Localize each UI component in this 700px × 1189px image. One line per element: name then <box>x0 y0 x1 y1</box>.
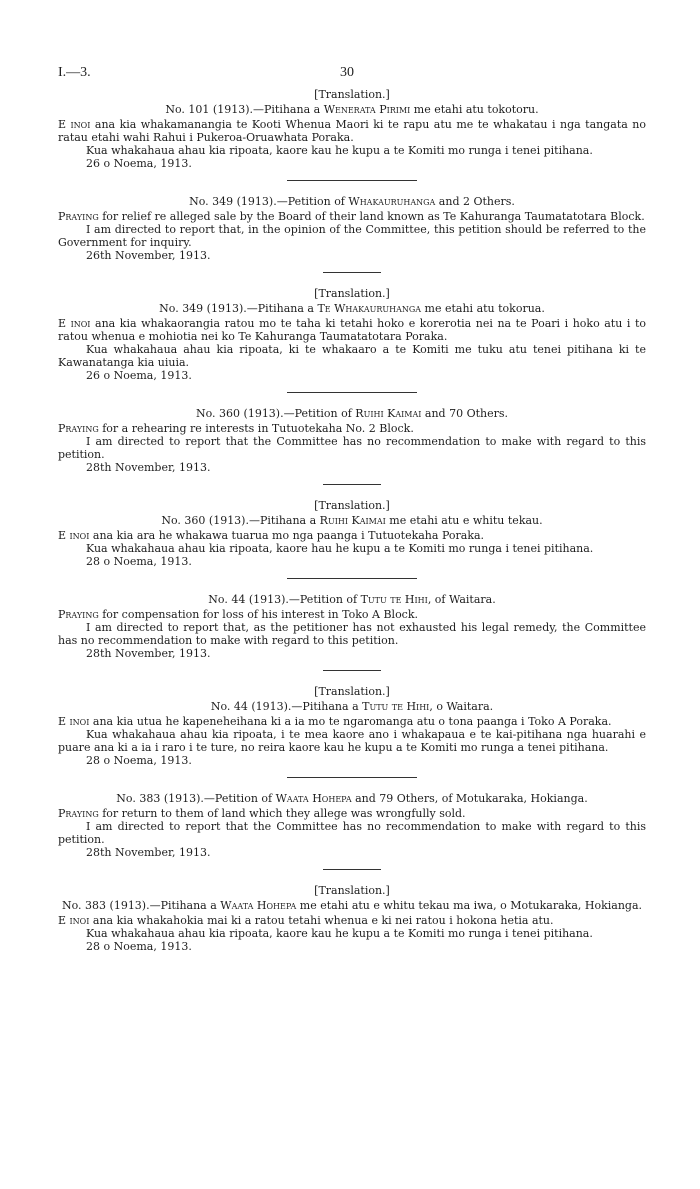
petition-title <box>58 700 646 713</box>
prayer-text: for return to them of land which they allege was wrongfully sold. <box>98 807 466 820</box>
report-date: 28 o Noema, 1913. <box>86 940 192 953</box>
document-page <box>58 66 646 953</box>
petition-title <box>58 593 646 606</box>
petitioner-name: Wenerata Pirimi <box>323 103 411 116</box>
petition-prayer <box>58 422 646 435</box>
prayer-lead-word: Praying <box>58 608 99 621</box>
petitioner-name: Waata Hohepa <box>220 899 297 912</box>
petition-title-suffix: me etahi atu e whitu tekau ma iwa, o Motukaraka, Hokianga. <box>296 899 643 912</box>
petition-number: No. 383 (1913).—Pitihana a <box>61 899 221 912</box>
section-divider <box>323 484 381 485</box>
petition-prayer <box>58 210 646 223</box>
petitioner-name: Ruihi Kaimai <box>319 514 386 527</box>
petitioner-name: Waata Hohepa <box>275 792 352 805</box>
petition-title <box>58 514 646 527</box>
translation-entry <box>58 88 646 170</box>
report-date: 26 o Noema, 1913. <box>86 157 192 170</box>
petition-title-suffix: me etahi atu tokorua. <box>421 302 545 315</box>
section-divider <box>323 869 381 870</box>
committee-report: I am directed to report that the Committee has no recommendation to make with regard to this petition. <box>58 435 646 461</box>
prayer-lead-word: Praying <box>58 807 99 820</box>
petition-entry <box>58 195 646 262</box>
prayer-text: ana kia utua he kapeneheihana ki a ia mo te ngaromanga atu o tona paanga i Toko A Poraka. <box>89 715 612 728</box>
petition-title <box>58 302 646 315</box>
prayer-text: for relief re alleged sale by the Board of their land known as Te Kahuranga Taumatatotara Block. <box>98 210 645 223</box>
report-date: 28 o Noema, 1913. <box>86 555 192 568</box>
report-date: 28th November, 1913. <box>86 846 211 859</box>
section-divider <box>287 777 417 778</box>
section-divider <box>323 670 381 671</box>
petition-number: No. 349 (1913).—Petition of <box>189 195 349 208</box>
petition-title-suffix: me etahi atu tokotoru. <box>410 103 539 116</box>
translation-label: [Translation.] <box>314 287 390 300</box>
section-divider <box>287 180 417 181</box>
page-header <box>58 66 646 88</box>
petition-title-suffix: and 2 Others. <box>435 195 515 208</box>
translation-entry <box>58 884 646 953</box>
petition-number: No. 349 (1913).—Pitihana a <box>159 302 318 315</box>
translation-label: [Translation.] <box>314 88 390 101</box>
report-date: 28 o Noema, 1913. <box>86 754 192 767</box>
petition-entry <box>58 792 646 859</box>
translation-label: [Translation.] <box>314 685 390 698</box>
petition-title-suffix: and 70 Others. <box>421 407 509 420</box>
prayer-text: ana kia ara he whakawa tuarua mo nga paanga i Tutuotekaha Poraka. <box>89 529 485 542</box>
petition-number: No. 383 (1913).—Petition of <box>116 792 276 805</box>
petitioner-name: Te Whakauruhanga <box>317 302 422 315</box>
translation-label: [Translation.] <box>314 499 390 512</box>
petition-title <box>58 195 646 208</box>
committee-report: Kua whakahaua ahau kia ripoata, kaore hau he kupu a te Komiti mo runga i tenei pitihana. <box>86 542 594 555</box>
petitioner-name: Ruihi Kaimai <box>355 407 422 420</box>
committee-report: I am directed to report that, in the opinion of the Committee, this petition should be referred to the Government for inquiry. <box>58 223 646 249</box>
petition-title-suffix: and 79 Others, of Motukaraka, Hokianga. <box>351 792 588 805</box>
petition-title <box>58 792 646 805</box>
committee-report: I am directed to report that the Committee has no recommendation to make with regard to this petition. <box>58 820 646 846</box>
prayer-lead-word: E inoi <box>58 317 91 330</box>
committee-report: I am directed to report that, as the petitioner has not exhausted his legal remedy, the Committee has no recommendation to make with regard to this petition. <box>58 621 646 647</box>
translation-entry <box>58 499 646 568</box>
petition-number: No. 360 (1913).—Petition of <box>195 407 356 420</box>
prayer-lead-word: Praying <box>58 210 99 223</box>
section-divider <box>323 272 381 273</box>
page-number: 30 <box>340 65 354 80</box>
committee-report: Kua whakahaua ahau kia ripoata, kaore kau he kupu a te Komiti mo runga i tenei pitihana. <box>86 927 593 940</box>
petitioner-name: Tutu te Hihi <box>360 593 428 606</box>
committee-report: Kua whakahaua ahau kia ripoata, kaore kau he kupu a te Komiti mo runga i tenei pitihana. <box>86 144 593 157</box>
petition-number: No. 44 (1913).—Petition of <box>208 593 361 606</box>
petition-number: No. 44 (1913).—Pitihana a <box>210 700 363 713</box>
petition-prayer <box>58 914 646 927</box>
petition-prayer <box>58 118 646 144</box>
prayer-lead-word: E inoi <box>58 118 91 131</box>
petition-title-suffix: , o Waitara. <box>429 700 494 713</box>
petitioner-name: Tutu te Hihi <box>362 700 430 713</box>
petition-prayer <box>58 317 646 343</box>
prayer-lead-word: Praying <box>58 422 99 435</box>
prayer-text: ana kia whakahokia mai ki a ratou tetahi whenua e ki nei ratou i hokona hetia atu. <box>89 914 554 927</box>
translation-entry <box>58 685 646 767</box>
prayer-text: for compensation for loss of his interest in Toko A Block. <box>98 608 419 621</box>
committee-report: Kua whakahaua ahau kia ripoata, i te mea kaore ano i whakapaua e te kai-pitihana nga huarahi e puare ana ki a ia i raro i te ture, no reira kaore kau he kupu a te Komiti mo runga a tenei pitihana. <box>58 728 646 754</box>
committee-report: Kua whakahaua ahau kia ripoata, ki te whakaaro a te Komiti me tuku atu tenei pitihana ki te Kawanatanga kia uiuia. <box>58 343 646 369</box>
report-date: 28th November, 1913. <box>86 647 211 660</box>
report-date: 26th November, 1913. <box>86 249 211 262</box>
paper-reference: I.—3. <box>58 65 91 80</box>
petition-title <box>58 407 646 420</box>
petition-prayer <box>58 715 646 728</box>
section-divider <box>287 392 417 393</box>
petition-prayer <box>58 608 646 621</box>
petitioner-name: Whakauruhanga <box>348 195 436 208</box>
section-divider <box>287 578 417 579</box>
petition-title <box>58 899 646 912</box>
petition-number: No. 360 (1913).—Pitihana a <box>161 514 320 527</box>
petition-entry <box>58 593 646 660</box>
petition-title <box>58 103 646 116</box>
prayer-text: ana kia whakaorangia ratou mo te taha ki tetahi hoko e korerotia nei na te Poari i hoko atu i to ratou whenua e mohiotia nei ko Te Kahuranga Taumatatotara Poraka. <box>58 317 646 343</box>
prayer-text: ana kia whakamanangia te Kooti Whenua Maori ki te rapu atu me te whakatau i nga tangata no ratau etahi wahi Rahui i Pukeroa-Oruawhata Poraka. <box>58 118 647 144</box>
petition-title-suffix: me etahi atu e whitu tekau. <box>385 514 543 527</box>
petition-number: No. 101 (1913).—Pitihana a <box>165 103 324 116</box>
report-date: 26 o Noema, 1913. <box>86 369 192 382</box>
petition-prayer <box>58 529 646 542</box>
prayer-text: for a rehearing re interests in Tutuotekaha No. 2 Block. <box>98 422 414 435</box>
entries-list <box>58 88 646 953</box>
translation-label: [Translation.] <box>314 884 390 897</box>
prayer-lead-word: E inoi <box>58 914 90 927</box>
report-date: 28th November, 1913. <box>86 461 211 474</box>
petition-entry <box>58 407 646 474</box>
prayer-lead-word: E inoi <box>58 529 90 542</box>
petition-prayer <box>58 807 646 820</box>
petition-title-suffix: , of Waitara. <box>427 593 496 606</box>
prayer-lead-word: E inoi <box>58 715 90 728</box>
translation-entry <box>58 287 646 382</box>
